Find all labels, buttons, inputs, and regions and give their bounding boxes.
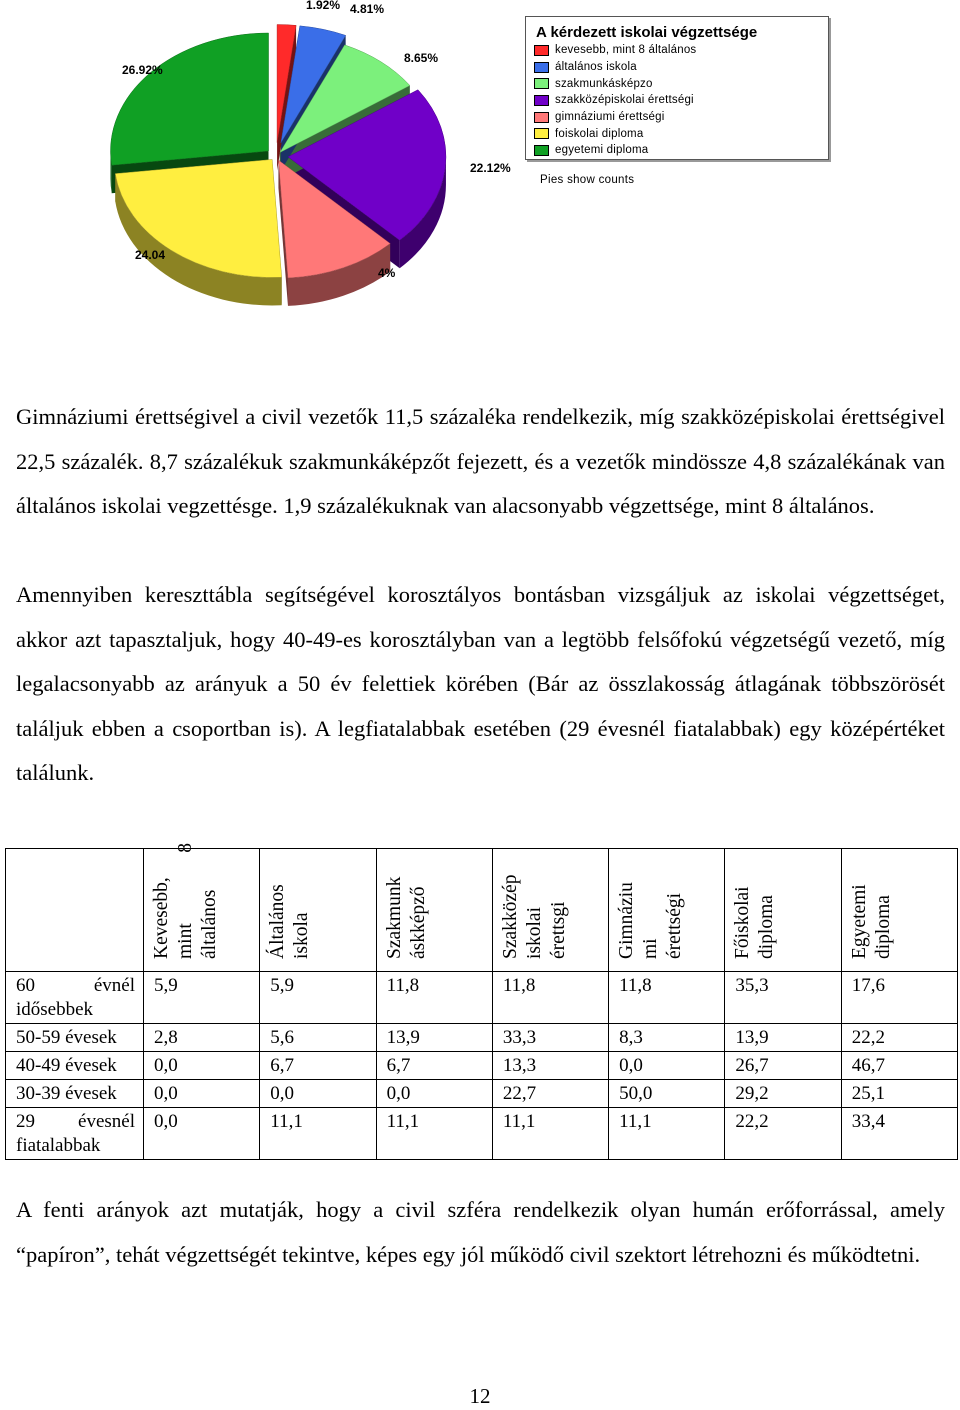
table-header-row: [6, 849, 958, 972]
table-cell: 11,8: [609, 972, 725, 1024]
legend-item: [534, 42, 828, 59]
table-header-label: [499, 837, 571, 959]
table-cell: 0,0: [609, 1052, 725, 1080]
table-row: [6, 1024, 958, 1052]
legend-list: [526, 42, 828, 159]
legend-label: szakközépiskolai érettségi: [555, 94, 694, 107]
pie-slice-label: 4%: [378, 266, 396, 280]
pie-slice-label: 8.65%: [404, 51, 439, 65]
table-cell: 13,9: [725, 1024, 841, 1052]
table-cell: 22,2: [841, 1024, 957, 1052]
table-row-label: 40-49 évesek: [6, 1052, 144, 1080]
legend-label: foiskolai diploma: [555, 127, 644, 140]
table-cell: 2,8: [144, 1024, 260, 1052]
table-cell: 0,0: [260, 1080, 376, 1108]
table-header-line: Egyetemi: [848, 884, 870, 959]
legend-swatch: [534, 112, 549, 123]
legend-item: [534, 92, 828, 109]
table-cell: 11,1: [492, 1108, 608, 1160]
table-cell: 11,1: [609, 1108, 725, 1160]
table-cell: 13,3: [492, 1052, 608, 1080]
table-cell: 0,0: [144, 1052, 260, 1080]
paragraph-2: Amennyiben kereszttábla segítségével korosztályos bontásban vizsgáljuk az iskolai végzettséget, akkor azt tapasztaljuk, hogy 40-49-es korosztályban van a legtöbb felsőfokú végzetségű vezető, míg legalacsonyabb az arányuk a 50 év felettiek körében (Bár az összlakosság átlagának többszörösét találjuk ebben a csoportban is). A legfiatalabbak esetében (29 évesnél fiatalabbak) egy középértéket találunk.: [16, 582, 945, 785]
table-header-line: Főiskolai: [732, 886, 754, 959]
table-header-label: [383, 837, 431, 959]
legend-item: [534, 109, 828, 126]
table-body: [6, 972, 958, 1160]
legend-item: [534, 59, 828, 76]
legend-item: [534, 75, 828, 92]
legend-label: gimnáziumi érettségi: [555, 111, 665, 124]
paragraph-3: A fenti arányok azt mutatják, hogy a civil szféra rendelkezik olyan humán erőforrással, amely “papíron”, tehát végzettségét tekintve, képes egy jól működő civil szektort létrehozni és működtetni.: [16, 1197, 945, 1267]
table-header-cell: [492, 849, 608, 972]
legend-label: kevesebb, mint 8 általános: [555, 44, 697, 57]
table-header-label: [266, 837, 314, 959]
table-cell: 0,0: [144, 1108, 260, 1160]
chart-note: Pies show counts: [540, 174, 635, 186]
table-cell: 25,1: [841, 1080, 957, 1108]
table-row: [6, 1080, 958, 1108]
table-header-line: Gimnáziu: [616, 882, 638, 959]
legend-swatch: [534, 95, 549, 106]
table-header-cell: [725, 849, 841, 972]
table-cell: 46,7: [841, 1052, 957, 1080]
table-cell: 6,7: [260, 1052, 376, 1080]
table-header-line: diploma: [872, 895, 894, 959]
table-cell: 0,0: [144, 1080, 260, 1108]
table-header-line: Kevesebb,: [151, 877, 172, 959]
table-header-line: Általános: [267, 884, 289, 959]
table-row: [6, 1108, 958, 1160]
table-header-line: Szakközép: [499, 874, 521, 959]
table-cell: 11,8: [492, 972, 608, 1024]
table-cell: 29,2: [725, 1080, 841, 1108]
table-header-label: [615, 837, 687, 959]
table-header-line: áskképző: [407, 886, 429, 959]
table-header-line: [174, 843, 198, 959]
table-cell: 33,4: [841, 1108, 957, 1160]
pie-chart: [0, 0, 520, 310]
table-header-line: érettségi: [664, 892, 686, 959]
pie-slice-label: 22.12%: [470, 161, 511, 175]
table-header-cell: [376, 849, 492, 972]
table-row-label: 30-39 évesek: [6, 1080, 144, 1108]
chart-legend: [525, 16, 829, 160]
table-header-word: 8: [175, 843, 196, 853]
table-row-label: 60 évnél idősebbek: [6, 972, 144, 1024]
table-cell: 33,3: [492, 1024, 608, 1052]
table-header-label: [150, 837, 222, 959]
table-header-label: [731, 837, 779, 959]
page-number: 12: [469, 1384, 491, 1408]
legend-swatch: [534, 128, 549, 139]
legend-label: egyetemi diploma: [555, 144, 649, 157]
table-cell: 13,9: [376, 1024, 492, 1052]
table-header-line: általános: [199, 889, 220, 959]
pie-slice-label: 24.04: [135, 248, 166, 262]
table-header-cell: [260, 849, 376, 972]
table-header-line: diploma: [756, 895, 778, 959]
table-header-line: érettsgi: [547, 901, 569, 959]
table-row-label: 29 évesnél fiatalabbak: [6, 1108, 144, 1160]
table-row: [6, 1052, 958, 1080]
table-cell: 17,6: [841, 972, 957, 1024]
table-header-line: Szakmunk: [383, 876, 405, 959]
pie-slice-label: 1.92%: [306, 0, 341, 12]
table-cell: 50,0: [609, 1080, 725, 1108]
table-cell: 8,3: [609, 1024, 725, 1052]
legend-item: [534, 142, 828, 159]
table-cell: 26,7: [725, 1052, 841, 1080]
table-header-line: iskola: [291, 912, 313, 959]
pie-slice-label: 26.92%: [122, 63, 163, 77]
table-cell: 5,6: [260, 1024, 376, 1052]
table-row-label: 50-59 évesek: [6, 1024, 144, 1052]
table-cell: 35,3: [725, 972, 841, 1024]
table-cell: 22,2: [725, 1108, 841, 1160]
table-cell: 6,7: [376, 1052, 492, 1080]
table-header-word: mint: [175, 923, 196, 959]
table-cell: 11,1: [260, 1108, 376, 1160]
legend-item: [534, 125, 828, 142]
table-cell: 11,8: [376, 972, 492, 1024]
legend-label: általános iskola: [555, 61, 637, 74]
table-header-cell: [841, 849, 957, 972]
pie-slice-label: 4.81%: [350, 2, 385, 16]
table-cell: 5,9: [260, 972, 376, 1024]
table-corner-cell: [6, 849, 144, 972]
table-header-label: [848, 837, 896, 959]
table-header-line: iskolai: [523, 907, 545, 959]
pie-slice: [111, 33, 269, 165]
table-cell: 5,9: [144, 972, 260, 1024]
legend-swatch: [534, 45, 549, 56]
table-cell: 0,0: [376, 1080, 492, 1108]
chart-title: A kérdezett iskolai végzettsége: [536, 24, 758, 41]
table-row: [6, 972, 958, 1024]
table-header-line: mi: [640, 938, 662, 959]
table-header-cell: [144, 843, 260, 972]
paragraph-1: Gimnáziumi érettségivel a civil vezetők 11,5 százaléka rendelkezik, míg szakközépiskolai érettségivel 22,5 százalék. 8,7 százalékuk szakmunkáképzőt fejezett, és a vezetők mindössze 4,8 százalékának van általános iskolai vegzettésge. 1,9 százalékuknak van alacsonyabb végzettsége, mint 8 általános.: [16, 404, 945, 518]
table-cell: 11,1: [376, 1108, 492, 1160]
table-header-cell: [609, 849, 725, 972]
legend-swatch: [534, 62, 549, 73]
table-cell: 22,7: [492, 1080, 608, 1108]
education-age-table: [5, 843, 958, 1160]
legend-label: szakmunkásképzo: [555, 77, 653, 90]
legend-swatch: [534, 145, 549, 156]
legend-swatch: [534, 78, 549, 89]
